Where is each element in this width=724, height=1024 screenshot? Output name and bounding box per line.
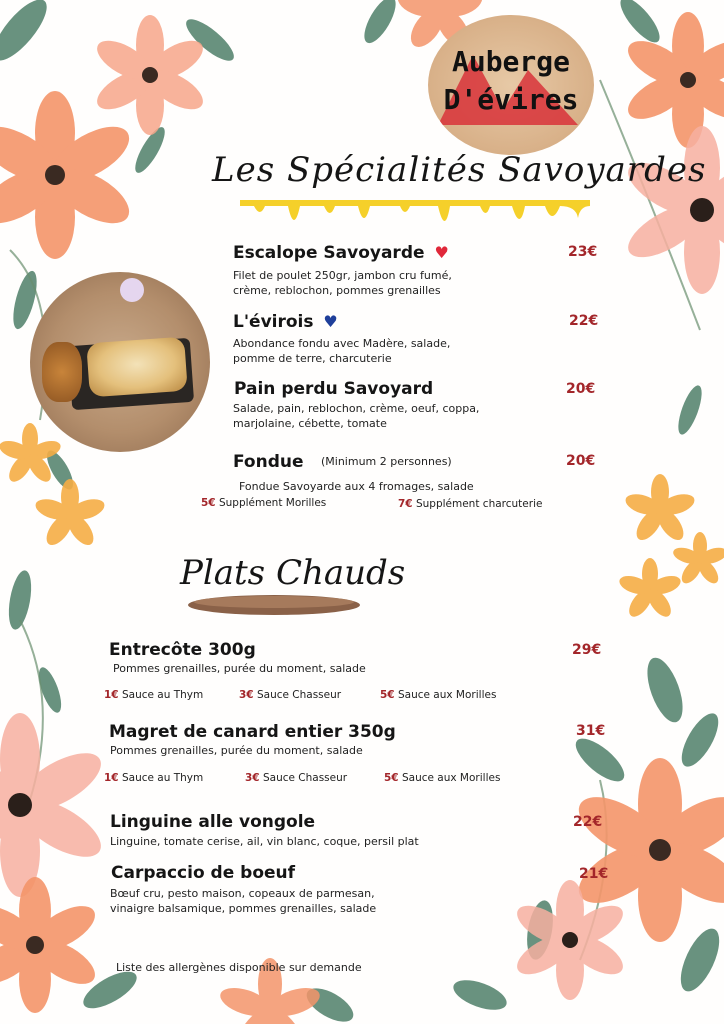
fondue-supplement-morilles: 5€ Supplément Morilles	[201, 497, 327, 509]
specialties-title: Les Spécialités Savoyardes	[212, 150, 707, 190]
desc-linguine: Linguine, tomate cerise, ail, vin blanc, coque, persil plat	[110, 835, 419, 848]
desc-escalope-2: crème, reblochon, pommes grenailles	[233, 284, 441, 297]
desc-evirois-2: pomme de terre, charcuterie	[233, 352, 392, 365]
desc-magret: Pommes grenailles, purée du moment, salade	[110, 744, 363, 757]
plate-decoration	[184, 592, 364, 622]
price-escalope: 23€	[568, 244, 598, 260]
sauce-thym-entrecote: 1€ Sauce au Thym	[104, 689, 204, 701]
dish-name-entrecote: Entrecôte 300g	[109, 640, 256, 660]
dish-name-pain-perdu: Pain perdu Savoyard	[234, 379, 434, 399]
logo-line-2: D'évires	[443, 83, 579, 116]
desc-evirois-1: Abondance fondu avec Madère, salade,	[233, 337, 451, 350]
desc-carpaccio-1: Bœuf cru, pesto maison, copeaux de parmesan,	[110, 887, 375, 900]
logo-line-1: Auberge	[451, 45, 570, 78]
price-carpaccio: 21€	[579, 866, 609, 882]
dish-name-escalope: Escalope Savoyarde ♥	[233, 243, 449, 263]
desc-entrecote: Pommes grenailles, purée du moment, salade	[113, 662, 366, 675]
price-entrecote: 29€	[572, 642, 602, 658]
sauce-chasseur-magret: 3€ Sauce Chasseur	[245, 772, 348, 784]
price-linguine: 22€	[573, 814, 603, 830]
price-magret: 31€	[576, 723, 606, 739]
fondue-supplement-charcuterie: 7€ Supplément charcuterie	[398, 498, 543, 510]
fondue-note: (Minimum 2 personnes)	[321, 455, 452, 468]
desc-carpaccio-2: vinaigre balsamique, pommes grenailles, salade	[110, 902, 377, 915]
sauce-morilles-magret: 5€ Sauce aux Morilles	[384, 772, 501, 784]
blue-heart-icon: ♥	[323, 312, 338, 331]
honey-drip-decoration	[240, 196, 590, 242]
red-heart-icon: ♥	[434, 243, 449, 262]
sauce-chasseur-entrecote: 3€ Sauce Chasseur	[239, 689, 342, 701]
desc-pain-perdu-2: marjolaine, cébette, tomate	[233, 417, 387, 430]
dish-name-linguine: Linguine alle vongole	[110, 812, 316, 832]
sauce-thym-magret: 1€ Sauce au Thym	[104, 772, 204, 784]
desc-pain-perdu-1: Salade, pain, reblochon, crème, oeuf, coppa,	[233, 402, 480, 415]
dish-name-carpaccio: Carpaccio de boeuf	[111, 863, 296, 883]
dish-name-fondue: Fondue	[233, 452, 304, 472]
allergens-notice: Liste des allergènes disponible sur demande	[116, 961, 362, 974]
price-fondue: 20€	[566, 453, 596, 469]
sauce-morilles-entrecote: 5€ Sauce aux Morilles	[380, 689, 497, 701]
dish-name-magret: Magret de canard entier 350g	[109, 722, 396, 742]
restaurant-logo	[428, 15, 594, 155]
dish-name-evirois: L'évirois ♥	[233, 312, 338, 332]
hot-dishes-title: Plats Chauds	[180, 553, 406, 593]
desc-escalope-1: Filet de poulet 250gr, jambon cru fumé,	[233, 269, 452, 282]
dish-photo	[30, 272, 210, 452]
price-pain-perdu: 20€	[566, 381, 596, 397]
price-evirois: 22€	[569, 313, 599, 329]
desc-fondue-1: Fondue Savoyarde aux 4 fromages, salade	[239, 480, 474, 493]
